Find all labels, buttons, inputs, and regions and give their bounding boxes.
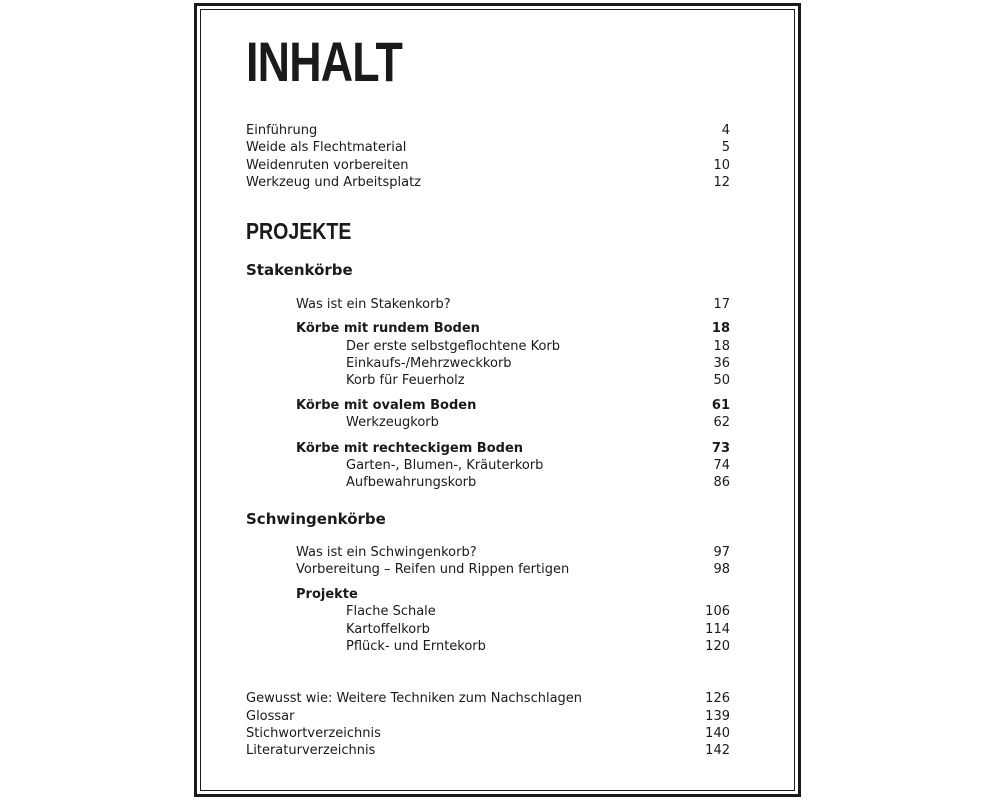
toc-entry-label: Gewusst wie: Weitere Techniken zum Nachschlagen <box>246 691 583 706</box>
toc-entry-label: Was ist ein Stakenkorb? <box>296 297 451 312</box>
toc-entry-label: Literaturverzeichnis <box>246 743 376 758</box>
toc-entry-label: Einkaufs-/Mehrzweckkorb <box>346 356 512 371</box>
toc-entry-page: 50 <box>713 373 730 388</box>
toc-entry[interactable] <box>246 561 730 578</box>
toc-entry-page: 4 <box>721 123 730 138</box>
projects-heading: PROJEKTE <box>246 218 352 244</box>
toc-entry-label: Kartoffelkorb <box>346 622 430 637</box>
toc-entry[interactable] <box>246 725 730 742</box>
toc-entry[interactable] <box>246 603 730 620</box>
toc-entry-page: 126 <box>705 691 730 706</box>
toc-entry-page: 139 <box>705 709 730 724</box>
toc-entry[interactable] <box>246 690 730 707</box>
toc-entry-label: Weidenruten vorbereiten <box>246 158 409 173</box>
toc-entry[interactable] <box>246 457 730 474</box>
toc-entry-page: 17 <box>713 297 730 312</box>
toc-group-label: Körbe mit rundem Boden <box>296 321 480 336</box>
toc-entry-label: Glossar <box>246 709 295 724</box>
toc-entry-label: Korb für Feuerholz <box>346 373 465 388</box>
toc-entry[interactable] <box>246 122 730 139</box>
toc-entry-page: 5 <box>721 140 730 155</box>
toc-entry-page: 120 <box>705 639 730 654</box>
toc-group-page: 61 <box>711 398 730 413</box>
toc-entry[interactable] <box>246 742 730 759</box>
toc-entry-label: Einführung <box>246 123 318 138</box>
toc-entry-label: Garten-, Blumen-, Kräuterkorb <box>346 458 544 473</box>
toc-entry[interactable] <box>246 474 730 491</box>
toc-entry[interactable] <box>246 708 730 725</box>
toc-group-label: Körbe mit ovalem Boden <box>296 398 477 413</box>
section-title-staken: Stakenkörbe <box>246 261 353 279</box>
toc-entry[interactable] <box>246 638 730 655</box>
toc-entry-label: Werkzeug und Arbeitsplatz <box>246 175 421 190</box>
page-title: INHALT <box>246 30 403 93</box>
toc-entry-page: 106 <box>705 604 730 619</box>
toc-group-page: 73 <box>711 441 730 456</box>
toc-entry[interactable] <box>246 621 730 638</box>
toc-group[interactable] <box>246 320 730 337</box>
toc-entry-label: Stichwortverzeichnis <box>246 726 381 741</box>
toc-entry-page: 142 <box>705 743 730 758</box>
toc-entry-label: Vorbereitung – Reifen und Rippen fertigen <box>296 562 570 577</box>
toc-entry-page: 98 <box>713 562 730 577</box>
toc-entry[interactable] <box>246 355 730 372</box>
toc-group[interactable] <box>246 440 730 457</box>
toc-entry-page: 140 <box>705 726 730 741</box>
toc-entry-label: Werkzeugkorb <box>346 415 439 430</box>
toc-group-page: 18 <box>711 321 730 336</box>
toc-entry-page: 62 <box>713 415 730 430</box>
toc-entry[interactable] <box>246 414 730 431</box>
toc-entry-label: Flache Schale <box>346 604 436 619</box>
toc-entry-page: 10 <box>713 158 730 173</box>
toc-entry-label: Der erste selbstgeflochtene Korb <box>346 339 561 354</box>
toc-entry-page: 12 <box>713 175 730 190</box>
toc-group-label: Körbe mit rechteckigem Boden <box>296 441 524 456</box>
toc-entry[interactable] <box>246 174 730 191</box>
toc-entry-page: 18 <box>713 339 730 354</box>
toc-entry[interactable] <box>246 139 730 156</box>
toc-entry[interactable] <box>246 372 730 389</box>
toc-entry[interactable] <box>246 338 730 355</box>
toc-entry-page: 86 <box>713 475 730 490</box>
toc-entry-page: 74 <box>713 458 730 473</box>
toc-group[interactable] <box>246 586 730 603</box>
toc-group-label: Projekte <box>296 587 358 602</box>
toc-entry-page: 97 <box>713 545 730 560</box>
toc-entry-label: Weide als Flechtmaterial <box>246 140 407 155</box>
toc-entry[interactable] <box>246 544 730 561</box>
toc-entry-page: 36 <box>713 356 730 371</box>
toc-entry-label: Pflück- und Erntekorb <box>346 639 486 654</box>
toc-entry[interactable] <box>246 157 730 174</box>
toc-entry-label: Was ist ein Schwingenkorb? <box>296 545 477 560</box>
section-title-schwingen: Schwingenkörbe <box>246 510 386 528</box>
toc-entry[interactable] <box>246 296 730 313</box>
toc-entry-page: 114 <box>705 622 730 637</box>
toc-group[interactable] <box>246 397 730 414</box>
toc-entry-label: Aufbewahrungskorb <box>346 475 477 490</box>
